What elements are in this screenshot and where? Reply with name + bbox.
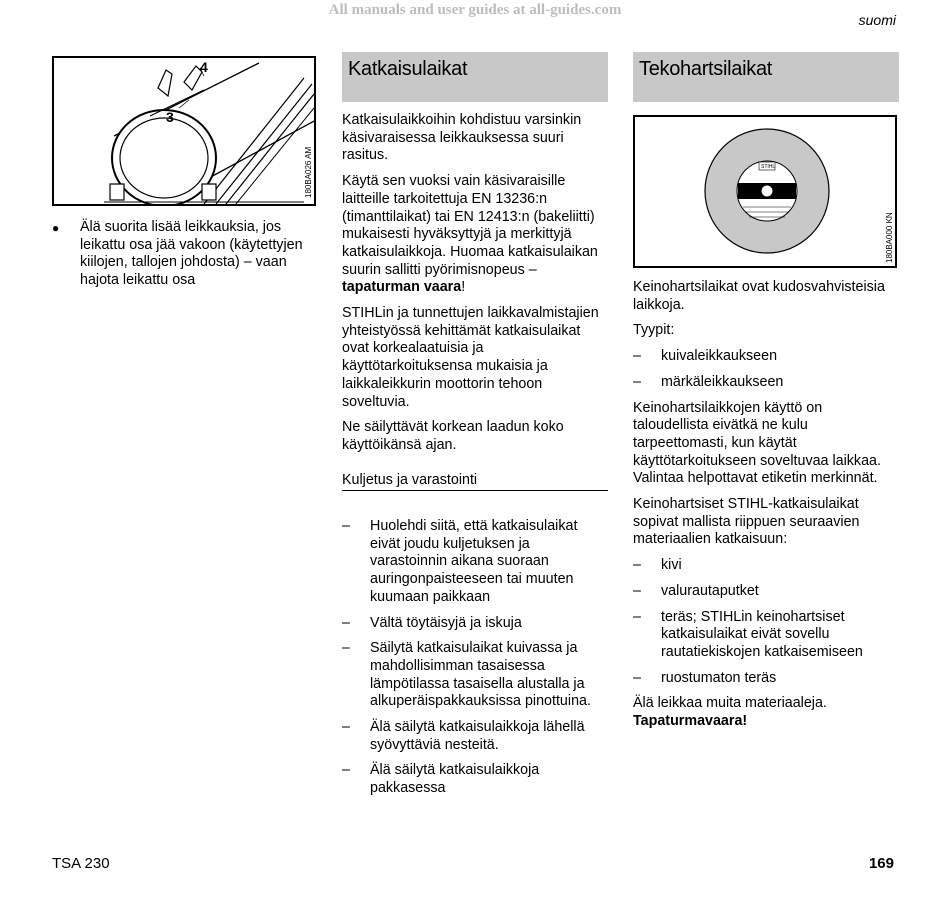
language-label: suomi — [858, 12, 896, 28]
paragraph: STIHLin ja tunnettujen laikkavalmistajien yhteistyössä kehittämät katkaisulaikat ovat korkealaatuisia ja käyttötarkoituksensa mukaisia ja laikkaleikkurin moottorin tehoon soveltuvia. — [342, 305, 599, 410]
list-item: – kuivaleikkaukseen — [633, 348, 778, 365]
page-number: 169 — [868, 855, 894, 872]
footer-model: TSA 230 — [52, 855, 110, 872]
bullet-icon: ● — [52, 221, 60, 235]
bullet-text: Älä suorita lisää leikkauksia, jos leikattu osa jää vakoon (käytettyjen kiilojen, tallojen johdosta) – vaan hajota leikattu osa — [80, 219, 303, 289]
paragraph: Ne säilyttävät korkean laadun koko käyttöikänsä ajan. — [342, 419, 564, 453]
pipe-illustration — [54, 58, 314, 204]
figure-code: 180BA000 KN — [885, 212, 894, 263]
list-item: – Älä säilytä katkaisulaikkoja pakkasessa — [342, 762, 540, 797]
list-item — [52, 219, 322, 290]
list-item: – valurautaputket — [633, 582, 759, 599]
section-heading-cutting-discs: Katkaisulaikat — [342, 52, 608, 102]
list-item: – märkäleikkaukseen — [633, 373, 784, 390]
subheading-transport-storage: Kuljetus ja varastointi — [342, 472, 608, 491]
list-item: – teräs; STIHLin keinohartsiset katkaisulaikat eivät sovellu rautatiekiskojen katkaisemiseen — [633, 608, 863, 660]
paragraph: Keinohartsilaikkojen käyttö on taloudellista eivätkä ne kulu tarpeettomasti, kun käytät käyttötarkoitukseen soveltuvaa laikkaa. Valintaa helpottavat etiketin merkinnät. — [633, 399, 881, 487]
warning-text: Tapaturmavaara! — [633, 713, 748, 730]
figure-label-3: 3 — [166, 109, 174, 125]
list-item: – ruostumaton teräs — [633, 669, 777, 686]
bullet-list — [52, 219, 322, 290]
paragraph: Keinohartsilaikat ovat kudosvahvisteisia laikkoja. — [633, 279, 885, 313]
paragraph: Keinohartsiset STIHL-katkaisulaikat sopivat mallista riippuen seuraavien materiaalien katkaisuun: — [633, 496, 860, 548]
paragraph: Tyypit: — [633, 322, 675, 339]
pipe-cutting-figure — [52, 56, 316, 206]
figure-label-4: 4 — [200, 59, 208, 75]
disc-illustration — [635, 117, 895, 266]
paragraph: Älä leikkaa muita materiaaleja. — [633, 695, 827, 712]
cutting-discs-text — [342, 112, 608, 455]
list-item: – Älä säilytä katkaisulaikkoja lähellä syövyttäviä nesteitä. — [342, 719, 585, 753]
watermark: All manuals and user guides at all-guides.com — [328, 2, 622, 18]
disc-brand: STIHL — [761, 164, 776, 170]
paragraph: Käytä sen vuoksi vain käsivaraisille laitteille tarkoitettuja EN 13236:n (timanttilaikat) tai EN 12413:n (bakeliitti) mukaisesti hyväksyttyjä ja merkittyjä katkaisulaikkoja. Huomaa katkaisulaikan suurin sallitti pyörimisnopeus – tapaturman vaara! — [342, 173, 598, 296]
list-item: – Huolehdi siitä, että katkaisulaikat eivät joudu kuljetuksen ja varastoinnin aikana suoraan auringonpaisteeseen tai muuten kuumaan paikkaan — [342, 518, 578, 605]
figure-code: 180BA026 AM — [304, 146, 313, 198]
paragraph: Katkaisulaikkoihin kohdistuu varsinkin käsivaraisessa leikkauksessa suuri rasitus. — [342, 112, 582, 164]
list-item: – Vältä töytäisyjä ja iskuja — [342, 614, 522, 631]
list-item: – kivi — [633, 557, 682, 574]
resin-discs-text — [633, 279, 899, 731]
list-item: – Säilytä katkaisulaikat kuivassa ja mahdollisimman tasaisessa lämpötilassa tasaisella alustalla ja alkuperäispakkauksissa pinottuina. — [342, 640, 591, 710]
section-heading-resin-discs: Tekohartsilaikat — [633, 52, 899, 102]
resin-disc-figure — [633, 115, 897, 268]
storage-list — [342, 518, 608, 798]
